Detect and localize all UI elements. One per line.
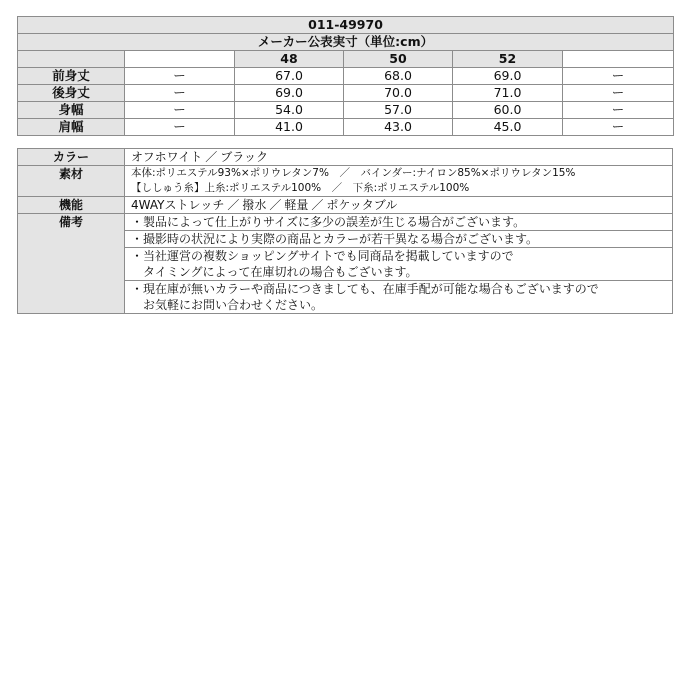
product-code: 011-49970	[18, 17, 674, 34]
table-cell: ー	[125, 119, 235, 136]
spec-value-function	[125, 197, 673, 214]
spec-label-function: 機能	[18, 197, 125, 214]
remark-line: ・製品によって仕上がりサイズに多少の誤差が生じる場合がございます。	[131, 215, 526, 229]
spec-value-material	[125, 166, 673, 197]
table-cell: 68.0	[344, 68, 453, 85]
row-label-body-width: 身幅	[18, 102, 125, 119]
spec-table	[17, 148, 673, 314]
size-header-corner	[18, 51, 125, 68]
remark-note	[125, 248, 673, 281]
separator: ／	[205, 150, 218, 164]
table-row	[18, 68, 674, 85]
row-label-shoulder-width: 肩幅	[18, 119, 125, 136]
table-cell: ー	[125, 68, 235, 85]
row-label-back-length: 後身丈	[18, 85, 125, 102]
table-cell: 43.0	[344, 119, 453, 136]
function-item: 撥水	[242, 198, 267, 212]
remark-line: ・当社運営の複数ショッピングサイトでも同商品を掲載していますので	[131, 249, 514, 263]
spec-row-color	[18, 149, 673, 166]
remark-note	[125, 231, 673, 248]
table-row	[18, 119, 674, 136]
table-row	[18, 102, 674, 119]
color-item: オフホワイト	[131, 150, 203, 164]
size-header-empty	[125, 51, 235, 68]
spec-row-function	[18, 197, 673, 214]
table-cell: 60.0	[453, 102, 563, 119]
table-cell: 67.0	[235, 68, 344, 85]
table-cell: 41.0	[235, 119, 344, 136]
remark-line: お気軽にお問い合わせください。	[143, 298, 324, 312]
spec-value-color	[125, 149, 673, 166]
size-header-50: 50	[344, 51, 453, 68]
table-cell: 69.0	[453, 68, 563, 85]
remark-note	[125, 281, 673, 314]
size-table	[17, 16, 674, 136]
table-cell: 45.0	[453, 119, 563, 136]
table-cell: 54.0	[235, 102, 344, 119]
size-header-52: 52	[453, 51, 563, 68]
table-cell: ー	[125, 85, 235, 102]
remark-line: ・現在庫が無いカラーや商品につきましても、在庫手配が可能な場合もございますので	[131, 282, 599, 296]
spec-label-material: 素材	[18, 166, 125, 197]
size-table-subtitle-row	[18, 34, 674, 51]
table-cell: 57.0	[344, 102, 453, 119]
size-header-48: 48	[235, 51, 344, 68]
size-header-empty	[563, 51, 674, 68]
remark-line: タイミングによって在庫切れの場合もございます。	[143, 265, 418, 279]
function-item: ポケッタブル	[326, 198, 398, 212]
spec-label-remarks: 備考	[18, 214, 125, 314]
color-item: ブラック	[220, 150, 269, 164]
spec-label-color: カラー	[18, 149, 125, 166]
function-item: 軽量	[284, 198, 309, 212]
remark-note	[125, 214, 673, 231]
material-line: 本体:ポリエステル93%×ポリウレタン7% ／ バインダー:ナイロン85%×ポリウレタン15%	[131, 167, 576, 179]
table-row	[18, 85, 674, 102]
table-cell: 70.0	[344, 85, 453, 102]
size-header-row	[18, 51, 674, 68]
spec-row-material	[18, 166, 673, 197]
table-cell: ー	[563, 102, 674, 119]
table-cell: ー	[563, 68, 674, 85]
row-label-front-length: 前身丈	[18, 68, 125, 85]
size-table-subtitle: メーカー公表実寸（単位:cm）	[18, 34, 674, 51]
separator: ／	[311, 198, 324, 212]
table-cell: 69.0	[235, 85, 344, 102]
table-cell: 71.0	[453, 85, 563, 102]
separator: ／	[269, 198, 282, 212]
function-item: 4WAYストレッチ	[131, 198, 225, 212]
size-table-title-row	[18, 17, 674, 34]
remark-line: ・撮影時の状況により実際の商品とカラーが若干異なる場合がございます。	[131, 232, 539, 246]
spec-row-remarks	[18, 214, 673, 231]
material-line: 【ししゅう糸】上糸:ポリエステル100% ／ 下糸:ポリエステル100%	[131, 182, 470, 194]
table-cell: ー	[563, 119, 674, 136]
table-cell: ー	[563, 85, 674, 102]
separator: ／	[227, 198, 240, 212]
table-cell: ー	[125, 102, 235, 119]
